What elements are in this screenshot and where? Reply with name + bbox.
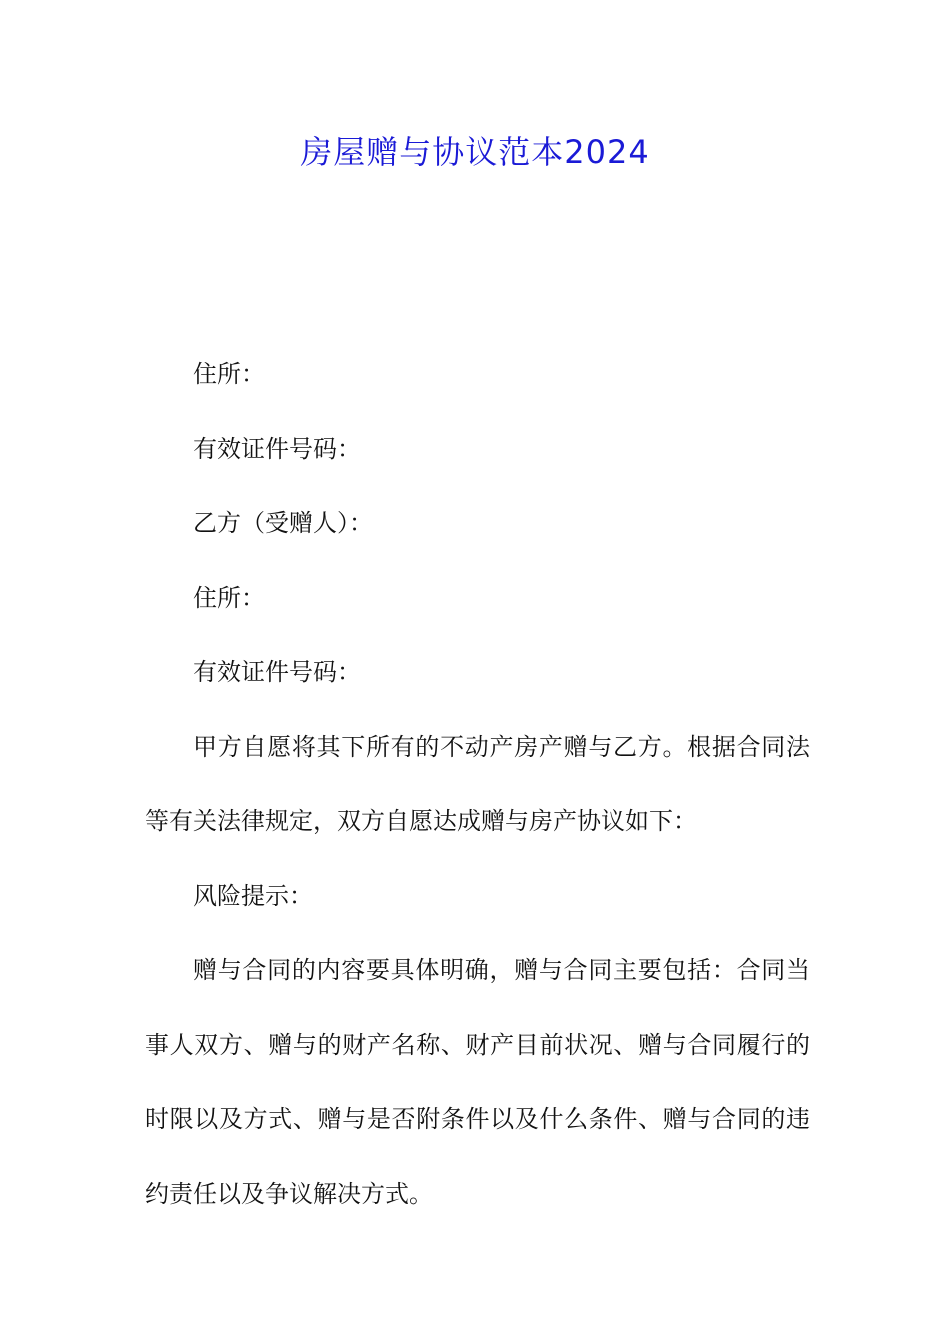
document-body <box>145 337 810 1231</box>
paragraph-address-b: 住所： <box>193 583 265 612</box>
paragraph-risk-heading: 风险提示： <box>193 881 313 910</box>
paragraph-id-number-b: 有效证件号码： <box>193 658 361 686</box>
paragraph-party-b: 乙方（受赠人）： <box>193 509 373 537</box>
paragraph-agreement-intro: 甲方自愿将其下所有的不动产房产赠与乙方。根据合同法等有关法律规定，双方自愿达成赠与房产协议如下： <box>145 732 810 835</box>
paragraph-id-number-a: 有效证件号码： <box>193 434 361 463</box>
document-title: 房屋赠与协议范本2024 <box>300 133 650 171</box>
paragraph-risk-content: 赠与合同的内容要具体明确，赠与合同主要包括：合同当事人双方、赠与的财产名称、财产目前状况、赠与合同履行的时限以及方式、赠与是否附条件以及什么条件、赠与合同的违约责任以及争议解决方式。 <box>145 956 810 1208</box>
paragraph-address-a: 住所： <box>193 360 265 388</box>
